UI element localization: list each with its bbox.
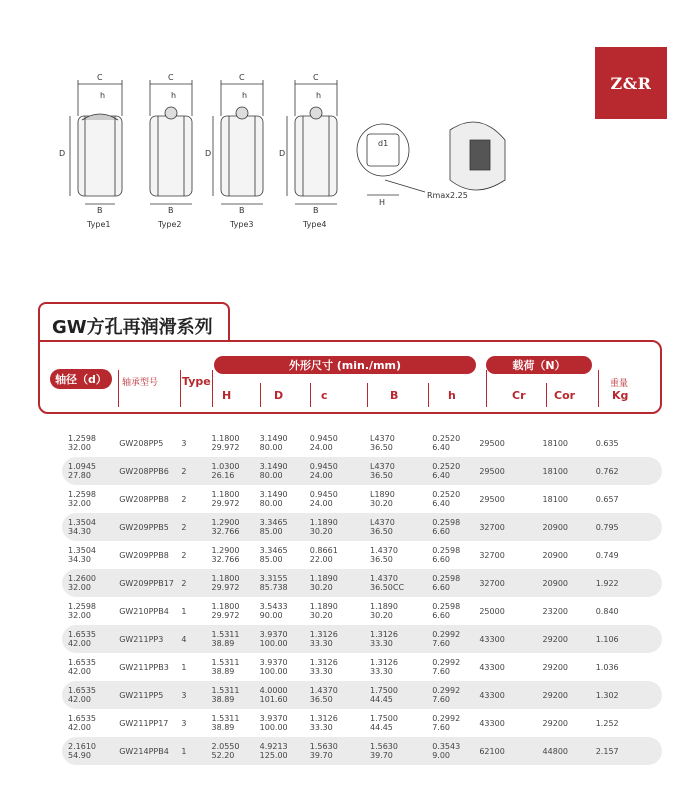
- cell-B: 1.4370 36.50CC: [370, 569, 432, 597]
- col-H-header: H: [222, 389, 232, 402]
- cell-h: 0.2992 7.60: [432, 658, 461, 676]
- col-D-header: D: [274, 389, 284, 402]
- load-group-header: 载荷（N）: [486, 356, 592, 374]
- col-Cr-header: Cr: [512, 389, 526, 402]
- dims-group-header: 外形尺寸 (min./mm): [214, 356, 476, 374]
- cell-H: 1.5311 38.89: [211, 658, 240, 676]
- cell-h: 0.2598 6.60: [432, 513, 479, 541]
- cell-d: 1.2598 32.00: [68, 434, 96, 452]
- cell-H: 2.0550 52.20: [211, 737, 259, 765]
- cell-Cor: 20900: [543, 569, 596, 597]
- dim-d1-label: d1: [378, 139, 389, 148]
- divider: [367, 383, 368, 407]
- cell-type: 2: [181, 513, 211, 541]
- cell-Cr: 32700: [479, 550, 505, 560]
- cell-type: 1: [181, 662, 187, 672]
- cell-kg: 0.840: [595, 606, 619, 616]
- dim-c-label-3: C: [239, 73, 245, 82]
- divider: [598, 370, 599, 407]
- cell-kg: 2.157: [596, 737, 662, 765]
- table-row: [62, 653, 662, 681]
- divider: [546, 383, 547, 407]
- col-Cor-header: Cor: [554, 389, 576, 402]
- cell-model: GW211PP17: [119, 718, 169, 728]
- divider: [212, 370, 213, 407]
- cell-d: 1.6535 42.00: [62, 681, 119, 709]
- cell-type: 3: [181, 681, 211, 709]
- cell-h: 0.2520 6.40: [432, 434, 461, 452]
- table-row: [62, 681, 662, 709]
- cell-H: 1.0300 26.16: [211, 457, 259, 485]
- cell-c: 1.3126 33.30: [309, 714, 338, 732]
- cell-d: 1.2598 32.00: [68, 602, 96, 620]
- cell-Cor: 18100: [542, 438, 568, 448]
- model-header: 轴承型号: [122, 378, 159, 388]
- type2-label: Type2: [158, 220, 182, 229]
- cell-model: GW208PPB8: [119, 494, 169, 504]
- cell-D: 3.1490 80.00: [260, 457, 310, 485]
- cell-Cor: 29200: [543, 681, 596, 709]
- dim-c-label-1: C: [97, 73, 103, 82]
- cell-model: GW208PP5: [119, 438, 164, 448]
- cell-H: 1.2900 32.766: [211, 546, 240, 564]
- cell-H: 1.1800 29.972: [211, 602, 240, 620]
- cell-B: 1.7500 44.45: [369, 714, 398, 732]
- cell-d: 1.2598 32.00: [68, 490, 96, 508]
- cell-h: 0.2992 7.60: [432, 714, 461, 732]
- cell-d: 1.3504 34.30: [62, 513, 119, 541]
- cell-kg: 1.252: [595, 718, 619, 728]
- cell-Cor: 20900: [542, 550, 568, 560]
- dim-h-label-3: h: [242, 91, 248, 100]
- cell-c: 1.1890 30.20: [310, 513, 370, 541]
- cell-D: 3.1490 80.00: [259, 490, 288, 508]
- cell-D: 3.3155 85.738: [260, 569, 310, 597]
- cell-Cr: 32700: [479, 513, 542, 541]
- cell-H: 1.1800 29.972: [211, 490, 240, 508]
- cell-D: 3.9370 100.00: [259, 658, 288, 676]
- cell-Cor: 20900: [543, 513, 596, 541]
- cell-d: 1.6535 42.00: [68, 658, 96, 676]
- cell-Cor: 29200: [543, 625, 596, 653]
- cell-c: 1.5630 39.70: [310, 737, 370, 765]
- table-row: [62, 429, 662, 457]
- divider: [486, 370, 487, 407]
- table-row: [62, 625, 662, 653]
- type4-label: Type4: [303, 220, 327, 229]
- cell-kg: 0.635: [595, 438, 619, 448]
- cell-B: 1.4370 36.50: [369, 546, 398, 564]
- dim-b-label-1: B: [97, 206, 103, 215]
- cell-type: 1: [181, 606, 187, 616]
- cell-Cor: 18100: [542, 494, 568, 504]
- cell-Cor: 29200: [542, 718, 568, 728]
- cell-Cor: 18100: [543, 457, 596, 485]
- cell-H: 1.5311 38.89: [211, 625, 259, 653]
- cell-d: 1.6535 42.00: [62, 625, 119, 653]
- col-c-header: c: [321, 389, 328, 402]
- cell-Cr: 29500: [479, 494, 505, 504]
- divider: [428, 383, 429, 407]
- cell-h: 0.3543 9.00: [432, 737, 479, 765]
- cell-h: 0.2520 6.40: [432, 457, 479, 485]
- cell-D: 4.0000 101.60: [260, 681, 310, 709]
- cell-h: 0.2598 6.60: [432, 546, 461, 564]
- cell-kg: 0.657: [595, 494, 619, 504]
- dim-h-label-4: h: [316, 91, 322, 100]
- dim-d-label-1: D: [59, 149, 66, 158]
- cell-model: GW209PPB17: [119, 569, 181, 597]
- cell-Cor: 44800: [543, 737, 596, 765]
- type-header: Type: [182, 375, 211, 388]
- cell-Cr: 43300: [479, 662, 505, 672]
- cell-B: 1.7500 44.45: [370, 681, 432, 709]
- type3-label: Type3: [230, 220, 254, 229]
- cell-model: GW210PPB4: [119, 606, 169, 616]
- cell-d: 1.6535 42.00: [68, 714, 96, 732]
- dim-h-label-1: h: [100, 91, 106, 100]
- cell-D: 4.9213 125.00: [260, 737, 310, 765]
- cell-type: 3: [181, 438, 187, 448]
- bearing-table: [62, 429, 662, 765]
- cell-model: GW214PPB4: [119, 737, 181, 765]
- table-row: [62, 485, 662, 513]
- cell-kg: 1.302: [596, 681, 662, 709]
- cell-B: L4370 36.50: [369, 434, 395, 452]
- cell-model: GW211PPB3: [119, 662, 169, 672]
- cell-Cr: 62100: [479, 737, 542, 765]
- cell-type: 3: [181, 718, 187, 728]
- type1-label: Type1: [87, 220, 111, 229]
- dim-bigh-label: H: [379, 198, 386, 207]
- cell-type: 4: [181, 625, 211, 653]
- table-row: [62, 541, 662, 569]
- table-row: [62, 513, 662, 541]
- dim-b-label-4: B: [313, 206, 319, 215]
- cell-kg: 0.795: [596, 513, 662, 541]
- dim-h-label-2: h: [171, 91, 177, 100]
- cell-D: 3.1490 80.00: [259, 434, 288, 452]
- cell-type: 1: [181, 737, 211, 765]
- cell-c: 0.9450 24.00: [309, 434, 338, 452]
- dim-d-label-3: D: [205, 149, 212, 158]
- series-title: GW方孔再润滑系列: [52, 317, 213, 338]
- cell-h: 0.2520 6.40: [432, 490, 461, 508]
- cell-Cr: 29500: [479, 438, 505, 448]
- cell-kg: 0.749: [595, 550, 619, 560]
- cell-h: 0.2598 6.60: [432, 569, 479, 597]
- cell-B: 1.1890 30.20: [369, 602, 398, 620]
- cell-Cr: 29500: [479, 457, 542, 485]
- cell-c: 1.1890 30.20: [309, 602, 338, 620]
- cell-D: 3.9370 100.00: [260, 625, 310, 653]
- cell-H: 1.5311 38.89: [211, 714, 240, 732]
- cell-model: GW208PPB6: [119, 457, 181, 485]
- cell-type: 2: [181, 550, 187, 560]
- cell-model: GW209PPB8: [119, 550, 169, 560]
- cell-Cor: 29200: [542, 662, 568, 672]
- cell-H: 1.5311 38.89: [211, 681, 259, 709]
- cell-c: 1.3126 33.30: [310, 625, 370, 653]
- cell-d: 2.1610 54.90: [62, 737, 119, 765]
- shaft-header: 轴径（d）: [50, 369, 112, 389]
- cell-Cor: 23200: [542, 606, 568, 616]
- divider: [310, 383, 311, 407]
- table-row: [62, 457, 662, 485]
- divider: [180, 370, 181, 407]
- rmax-label: Rmax2.25: [427, 191, 468, 200]
- dim-b-label-3: B: [239, 206, 245, 215]
- cell-d: 1.3504 34.30: [68, 546, 96, 564]
- dim-c-label-2: C: [168, 73, 174, 82]
- cell-h: 0.2598 6.60: [432, 602, 461, 620]
- col-h-header: h: [448, 389, 456, 402]
- brand-logo: Z&R: [595, 47, 667, 119]
- cell-d: 1.2600 32.00: [62, 569, 119, 597]
- cell-B: 1.3126 33.30: [369, 658, 398, 676]
- cell-model: GW211PP3: [119, 625, 181, 653]
- cell-H: 1.1800 29.972: [211, 569, 259, 597]
- cell-H: 1.2900 32.766: [211, 513, 259, 541]
- weight-header: Kg: [612, 389, 629, 402]
- cell-D: 3.3465 85.00: [259, 546, 288, 564]
- dim-d-label-4: D: [279, 149, 286, 158]
- cell-c: 1.3126 33.30: [309, 658, 338, 676]
- cell-c: 0.9450 24.00: [310, 457, 370, 485]
- table-row: [62, 709, 662, 737]
- dim-b-label-2: B: [168, 206, 174, 215]
- col-B-header: B: [390, 389, 399, 402]
- cell-h: 0.2992 7.60: [432, 681, 479, 709]
- cell-type: 2: [181, 457, 211, 485]
- table-row: [62, 569, 662, 597]
- cell-Cr: 43300: [479, 625, 542, 653]
- cell-d: 1.0945 27.80: [62, 457, 119, 485]
- cell-B: L1890 30.20: [369, 490, 395, 508]
- cell-c: 0.9450 24.00: [309, 490, 338, 508]
- bearing-diagrams: [55, 70, 575, 240]
- cell-kg: 1.922: [596, 569, 662, 597]
- cell-Cr: 43300: [479, 718, 505, 728]
- table-row: [62, 737, 662, 765]
- cell-model: GW209PPB5: [119, 513, 181, 541]
- cell-kg: 1.036: [595, 662, 619, 672]
- cell-H: 1.1800 29.972: [211, 434, 240, 452]
- cell-type: 2: [181, 569, 211, 597]
- cell-c: 1.1890 30.20: [310, 569, 370, 597]
- cell-Cr: 32700: [479, 569, 542, 597]
- cell-c: 1.4370 36.50: [310, 681, 370, 709]
- cell-B: 1.3126 33.30: [370, 625, 432, 653]
- table-row: [62, 597, 662, 625]
- cell-h: 0.2992 7.60: [432, 625, 479, 653]
- cell-D: 3.3465 85.00: [260, 513, 310, 541]
- cell-D: 3.5433 90.00: [259, 602, 288, 620]
- weight-cn-header: 重量: [610, 379, 629, 389]
- cell-B: L4370 36.50: [370, 513, 432, 541]
- cell-kg: 0.762: [596, 457, 662, 485]
- cell-Cr: 43300: [479, 681, 542, 709]
- divider: [118, 370, 119, 407]
- cell-Cr: 25000: [479, 606, 505, 616]
- cell-D: 3.9370 100.00: [259, 714, 288, 732]
- dim-c-label-4: C: [313, 73, 319, 82]
- cell-model: GW211PP5: [119, 681, 181, 709]
- divider: [260, 383, 261, 407]
- cell-B: L4370 36.50: [370, 457, 432, 485]
- cell-c: 0.8661 22.00: [309, 546, 338, 564]
- cell-B: 1.5630 39.70: [370, 737, 432, 765]
- cell-kg: 1.106: [596, 625, 662, 653]
- cell-type: 2: [181, 494, 187, 504]
